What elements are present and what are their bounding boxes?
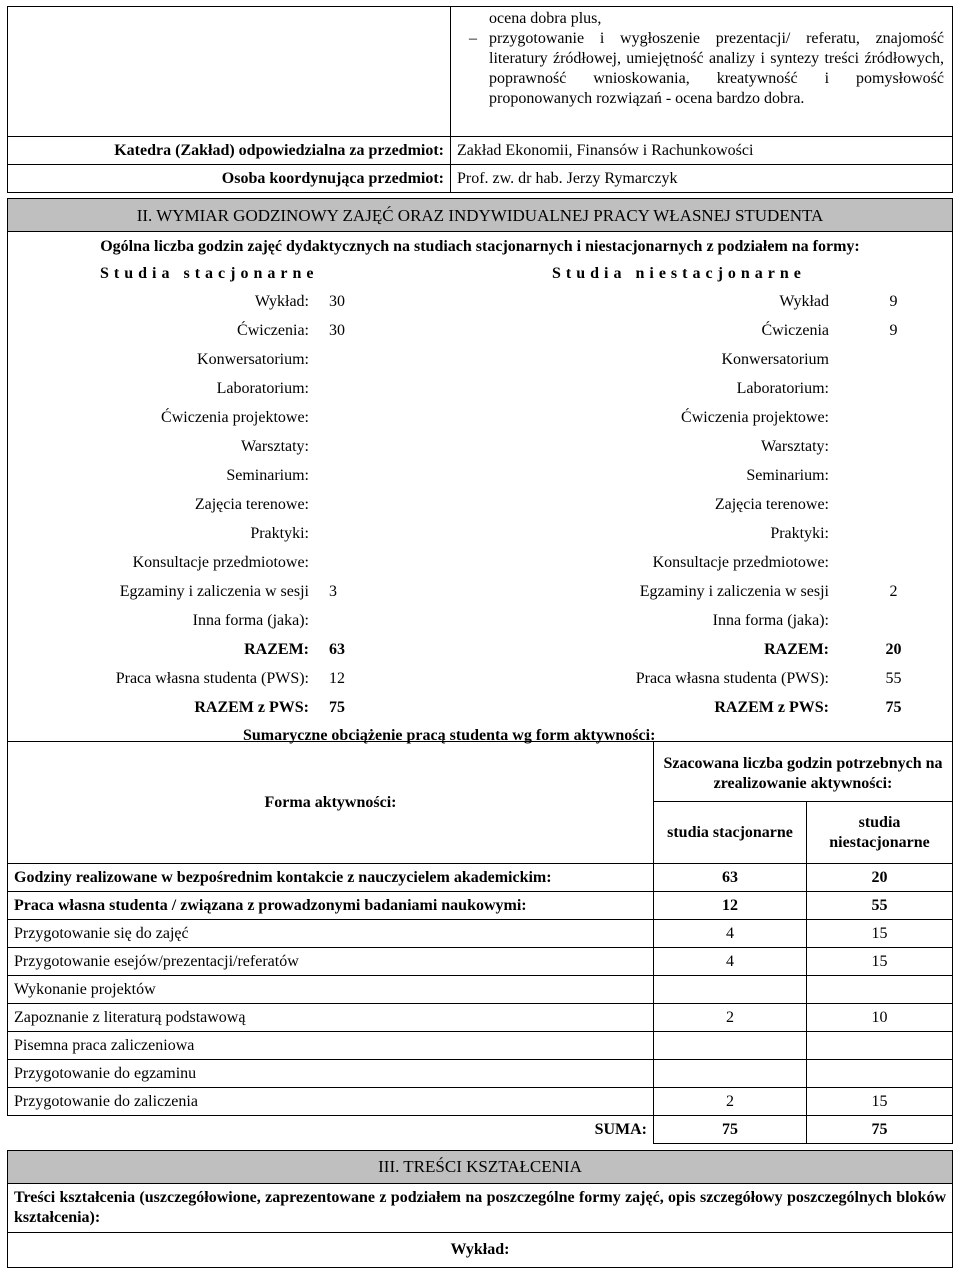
nonstationary-hours: 20 (885, 640, 902, 658)
stationary-hours: 75 (329, 698, 345, 716)
stationary-form-label: Warsztaty: (240, 437, 309, 455)
stationary-form-label: Praca własna studenta (PWS): (115, 669, 309, 687)
section-content (7, 1150, 953, 1268)
activity-label: Godziny realizowane w bezpośrednim kontakcie z nauczycielem akademickim: (8, 864, 654, 892)
nonstationary-form-label: Wykład (779, 292, 829, 310)
activity-row (8, 1088, 953, 1116)
nonstationary-form-label: Konsultacje przedmiotowe: (652, 553, 829, 571)
nonstationary-hours (835, 490, 952, 519)
nonstationary-hours (835, 548, 952, 577)
activity-nonstationary: 15 (807, 948, 953, 976)
stationary-form-label: Wykład: (254, 292, 309, 310)
hours-row (8, 490, 952, 519)
stationary-hours (315, 403, 533, 432)
activity-nonstationary (807, 1032, 953, 1060)
activity-nonstationary: 15 (807, 920, 953, 948)
activity-nonstationary: 10 (807, 1004, 953, 1032)
stationary-hours: 12 (329, 669, 345, 687)
nonstationary-hours (835, 606, 952, 635)
activity-nonstationary: 15 (807, 1088, 953, 1116)
nonstationary-hours: 9 (889, 321, 898, 339)
activity-row (8, 1032, 953, 1060)
nonstationary-form-label: Praktyki: (770, 524, 829, 542)
stationary-form-label: Konsultacje przedmiotowe: (132, 553, 309, 571)
nonstationary-hours (835, 345, 952, 374)
activity-label: Praca własna studenta / związana z prowadzonymi badaniami naukowymi: (8, 892, 654, 920)
hours-row (8, 403, 952, 432)
stationary-hours (315, 374, 533, 403)
stationary-hours: 30 (329, 321, 345, 339)
activity-label: Wykonanie projektów (8, 976, 654, 1004)
stationary-form-label: Egzaminy i zaliczenia w sesji (119, 582, 309, 600)
lecture-label: Wykład: (8, 1233, 953, 1268)
grading-bullet (457, 29, 944, 109)
stationary-form-label: Seminarium: (226, 466, 309, 484)
dash-bullet: – (469, 30, 477, 47)
activity-nonstationary: 20 (807, 864, 953, 892)
nonstationary-form-label: Ćwiczenia (761, 321, 829, 339)
stationary-hours (315, 345, 533, 374)
nonstationary-form-label: RAZEM z PWS: (714, 698, 829, 716)
nonstationary-hours (835, 519, 952, 548)
hours-row (8, 374, 952, 403)
activity-row (8, 976, 953, 1004)
nonstationary-hours (835, 461, 952, 490)
nonstationary-form-label: Warsztaty: (760, 437, 829, 455)
workload-body (7, 232, 953, 750)
coordinator-label: Osoba koordynująca przedmiot: (8, 165, 451, 193)
activity-row (8, 892, 953, 920)
nonstationary-form-label: RAZEM: (764, 640, 829, 658)
hours-row (8, 287, 952, 316)
grading-continuation: ocena dobra plus, (489, 10, 602, 27)
nonstationary-hours (835, 374, 952, 403)
nonstationary-hours (835, 403, 952, 432)
hours-row (8, 345, 952, 374)
activity-stationary (654, 1032, 807, 1060)
stationary-form-label: Laboratorium: (216, 379, 309, 397)
activity-stationary: 2 (654, 1088, 807, 1116)
sum-label: SUMA: (8, 1116, 654, 1144)
department-label: Katedra (Zakład) odpowiedzialna za przedmiot: (8, 137, 451, 165)
form-header: Forma aktywności: (8, 742, 654, 864)
stationary-form-label: Inna forma (jaka): (192, 611, 309, 629)
stationary-hours: 3 (329, 582, 337, 600)
stationary-form-label: RAZEM z PWS: (194, 698, 309, 716)
empty-label-cell (8, 7, 451, 137)
study-mode-headings (8, 260, 952, 287)
department-value: Zakład Ekonomii, Finansów i Rachunkowości (451, 137, 953, 165)
activity-row (8, 1060, 953, 1088)
activity-stationary: 12 (654, 892, 807, 920)
activity-stationary: 4 (654, 948, 807, 976)
sum-stationary: 75 (654, 1116, 807, 1144)
nonstationary-hours: 55 (885, 669, 902, 687)
hours-row (8, 664, 952, 693)
stationary-form-label: Konwersatorium: (197, 350, 309, 368)
hours-row (8, 432, 952, 461)
section-2-header: II. WYMIAR GODZINOWY ZAJĘĆ ORAZ INDYWIDUALNEJ PRACY WŁASNEJ STUDENTA (7, 198, 953, 232)
course-info-table (7, 6, 953, 193)
hours-table (8, 287, 952, 722)
stationary-hours: 63 (329, 640, 345, 658)
activity-row (8, 864, 953, 892)
nonstationary-hours: 9 (889, 292, 898, 310)
hours-row (8, 519, 952, 548)
activity-label: Zapoznanie z literaturą podstawową (8, 1004, 654, 1032)
workload-intro: Ogólna liczba godzin zajęć dydaktycznych na studiach stacjonarnych i niestacjonarnych z podziałem na formy: (100, 238, 860, 255)
nonstationary-form-label: Praca własna studenta (PWS): (635, 669, 829, 687)
activity-label: Przygotowanie do egzaminu (8, 1060, 654, 1088)
activity-stationary (654, 976, 807, 1004)
stationary-hours (315, 490, 533, 519)
sum-nonstationary: 75 (807, 1116, 953, 1144)
hours-row (8, 635, 952, 664)
stationary-form-label: Zajęcia terenowe: (194, 495, 309, 513)
activity-table (7, 741, 953, 1144)
summary-heading: Sumaryczne obciążenie pracą studenta wg form aktywności: (243, 727, 656, 744)
nonstationary-heading: Studia niestacjonarne (552, 265, 806, 282)
hours-row (8, 461, 952, 490)
nonstationary-form-label: Inna forma (jaka): (712, 611, 829, 629)
hours-row (8, 316, 952, 345)
stationary-hours (315, 461, 533, 490)
nonstationary-form-label: Zajęcia terenowe: (714, 495, 829, 513)
activity-stationary: 4 (654, 920, 807, 948)
hours-row (8, 606, 952, 635)
nonstationary-form-label: Ćwiczenia projektowe: (681, 408, 829, 426)
nonstationary-form-label: Konwersatorium (721, 350, 829, 368)
stationary-hours: 30 (329, 292, 345, 310)
activity-nonstationary (807, 976, 953, 1004)
activity-row (8, 1004, 953, 1032)
hours-header: Szacowana liczba godzin potrzebnych na zrealizowanie aktywności: (654, 742, 953, 802)
grading-criteria-cell (451, 7, 953, 137)
grading-bullet-text: przygotowanie i wygłoszenie prezentacji/ referatu, znajomość literatury źródłowej, umiejętność analizy i syntezy treści źródłowych, poprawność wnioskowania, kreatywność i pomysłowość proponowanych rozwiązań - ocena bardzo dobra. (489, 30, 944, 107)
activity-stationary: 2 (654, 1004, 807, 1032)
stationary-hours (315, 548, 533, 577)
stationary-form-label: Ćwiczenia: (237, 321, 309, 339)
activity-label: Przygotowanie do zaliczenia (8, 1088, 654, 1116)
col-stationary: studia stacjonarne (654, 802, 807, 864)
stationary-hours (315, 606, 533, 635)
activity-stationary (654, 1060, 807, 1088)
activity-label: Przygotowanie esejów/prezentacji/referatów (8, 948, 654, 976)
section-3-header: III. TREŚCI KSZTAŁCENIA (8, 1151, 953, 1184)
nonstationary-form-label: Egzaminy i zaliczenia w sesji (639, 582, 829, 600)
nonstationary-hours: 75 (885, 698, 902, 716)
activity-stationary: 63 (654, 864, 807, 892)
activity-row (8, 920, 953, 948)
col-nonstationary: studia niestacjonarne (807, 802, 953, 864)
stationary-heading: Studia stacjonarne (100, 265, 319, 282)
hours-row (8, 693, 952, 722)
content-intro: Treści kształcenia (uszczegółowione, zaprezentowane z podziałem na poszczególne formy zajęć, opis szczegółowy poszczególnych bloków kształcenia): (8, 1184, 953, 1233)
stationary-hours (315, 519, 533, 548)
section-workload (7, 198, 953, 750)
stationary-form-label: Praktyki: (250, 524, 309, 542)
nonstationary-form-label: Seminarium: (746, 466, 829, 484)
activity-nonstationary (807, 1060, 953, 1088)
hours-row (8, 577, 952, 606)
nonstationary-hours (835, 432, 952, 461)
activity-nonstationary: 55 (807, 892, 953, 920)
stationary-hours (315, 432, 533, 461)
nonstationary-hours: 2 (889, 582, 898, 600)
stationary-form-label: RAZEM: (244, 640, 309, 658)
nonstationary-form-label: Laboratorium: (736, 379, 829, 397)
activity-row (8, 948, 953, 976)
activity-label: Przygotowanie się do zajęć (8, 920, 654, 948)
coordinator-value: Prof. zw. dr hab. Jerzy Rymarczyk (451, 165, 953, 193)
activity-label: Pisemna praca zaliczeniowa (8, 1032, 654, 1060)
hours-row (8, 548, 952, 577)
stationary-form-label: Ćwiczenia projektowe: (161, 408, 309, 426)
